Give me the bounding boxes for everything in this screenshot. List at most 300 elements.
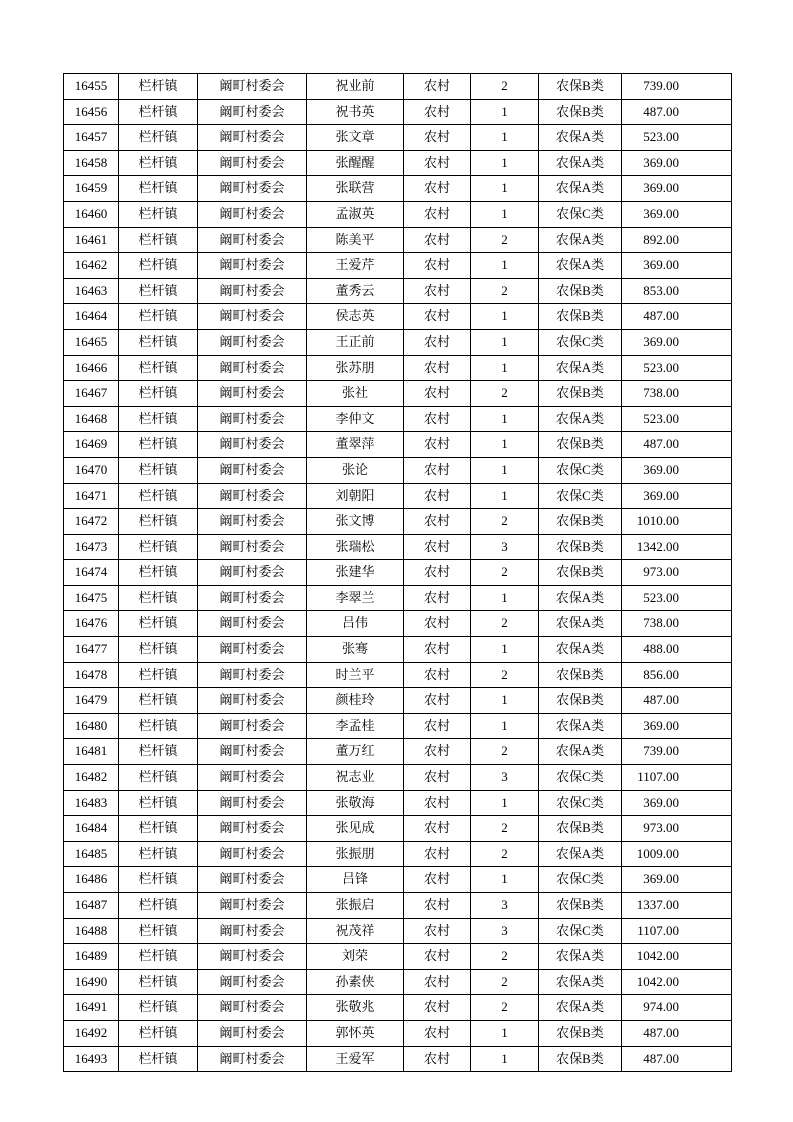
cell-category: 农保A类 <box>539 995 622 1021</box>
cell-village: 阚町村委会 <box>198 227 307 253</box>
cell-id: 16469 <box>64 432 119 458</box>
cell-town: 栏杆镇 <box>119 483 198 509</box>
cell-town: 栏杆镇 <box>119 841 198 867</box>
cell-village: 阚町村委会 <box>198 432 307 458</box>
cell-village: 阚町村委会 <box>198 201 307 227</box>
cell-amount: 1042.00 <box>622 944 732 970</box>
table-row <box>64 739 732 765</box>
cell-village: 阚町村委会 <box>198 176 307 202</box>
cell-count: 3 <box>471 765 539 791</box>
cell-type: 农村 <box>404 1046 471 1072</box>
cell-type: 农村 <box>404 739 471 765</box>
cell-type: 农村 <box>404 253 471 279</box>
cell-count: 2 <box>471 995 539 1021</box>
cell-count: 1 <box>471 150 539 176</box>
cell-count: 1 <box>471 253 539 279</box>
cell-id: 16472 <box>64 509 119 535</box>
cell-id: 16466 <box>64 355 119 381</box>
cell-category: 农保A类 <box>539 841 622 867</box>
cell-town: 栏杆镇 <box>119 765 198 791</box>
cell-id: 16470 <box>64 457 119 483</box>
cell-id: 16465 <box>64 329 119 355</box>
cell-name: 王爱芹 <box>307 253 404 279</box>
cell-count: 3 <box>471 534 539 560</box>
cell-amount: 488.00 <box>622 637 732 663</box>
table-row <box>64 816 732 842</box>
cell-name: 张敬海 <box>307 790 404 816</box>
cell-amount: 523.00 <box>622 125 732 151</box>
cell-amount: 369.00 <box>622 790 732 816</box>
cell-amount: 739.00 <box>622 739 732 765</box>
table-row <box>64 381 732 407</box>
cell-id: 16463 <box>64 278 119 304</box>
cell-name: 张醒醒 <box>307 150 404 176</box>
cell-town: 栏杆镇 <box>119 406 198 432</box>
cell-name: 时兰平 <box>307 662 404 688</box>
cell-count: 1 <box>471 713 539 739</box>
cell-name: 张社 <box>307 381 404 407</box>
cell-town: 栏杆镇 <box>119 278 198 304</box>
cell-type: 农村 <box>404 790 471 816</box>
cell-name: 祝茂祥 <box>307 918 404 944</box>
cell-village: 阚町村委会 <box>198 560 307 586</box>
cell-count: 1 <box>471 304 539 330</box>
cell-type: 农村 <box>404 841 471 867</box>
cell-category: 农保B类 <box>539 560 622 586</box>
cell-name: 张苏朋 <box>307 355 404 381</box>
table-row <box>64 969 732 995</box>
cell-type: 农村 <box>404 969 471 995</box>
cell-category: 农保A类 <box>539 944 622 970</box>
cell-id: 16491 <box>64 995 119 1021</box>
cell-village: 阚町村委会 <box>198 381 307 407</box>
cell-count: 1 <box>471 483 539 509</box>
cell-category: 农保C类 <box>539 201 622 227</box>
cell-village: 阚町村委会 <box>198 739 307 765</box>
cell-category: 农保A类 <box>539 253 622 279</box>
cell-type: 农村 <box>404 355 471 381</box>
cell-count: 1 <box>471 125 539 151</box>
cell-village: 阚町村委会 <box>198 585 307 611</box>
cell-town: 栏杆镇 <box>119 969 198 995</box>
cell-count: 1 <box>471 688 539 714</box>
table-row <box>64 790 732 816</box>
table-row <box>64 125 732 151</box>
cell-name: 董秀云 <box>307 278 404 304</box>
cell-town: 栏杆镇 <box>119 201 198 227</box>
table-row <box>64 611 732 637</box>
table-row <box>64 713 732 739</box>
cell-count: 2 <box>471 509 539 535</box>
cell-type: 农村 <box>404 893 471 919</box>
cell-type: 农村 <box>404 816 471 842</box>
cell-count: 1 <box>471 637 539 663</box>
cell-type: 农村 <box>404 611 471 637</box>
cell-id: 16479 <box>64 688 119 714</box>
cell-amount: 369.00 <box>622 483 732 509</box>
cell-amount: 856.00 <box>622 662 732 688</box>
cell-type: 农村 <box>404 329 471 355</box>
cell-town: 栏杆镇 <box>119 944 198 970</box>
cell-type: 农村 <box>404 688 471 714</box>
table-row <box>64 150 732 176</box>
cell-amount: 487.00 <box>622 1020 732 1046</box>
cell-amount: 1010.00 <box>622 509 732 535</box>
table-row <box>64 995 732 1021</box>
cell-name: 张文博 <box>307 509 404 535</box>
cell-town: 栏杆镇 <box>119 432 198 458</box>
cell-amount: 369.00 <box>622 150 732 176</box>
cell-category: 农保A类 <box>539 125 622 151</box>
cell-type: 农村 <box>404 534 471 560</box>
cell-town: 栏杆镇 <box>119 918 198 944</box>
cell-amount: 523.00 <box>622 355 732 381</box>
cell-category: 农保B类 <box>539 509 622 535</box>
cell-count: 1 <box>471 1046 539 1072</box>
cell-amount: 369.00 <box>622 457 732 483</box>
cell-count: 1 <box>471 355 539 381</box>
cell-village: 阚町村委会 <box>198 509 307 535</box>
cell-amount: 1342.00 <box>622 534 732 560</box>
table-row <box>64 662 732 688</box>
table-row <box>64 944 732 970</box>
cell-name: 董翠萍 <box>307 432 404 458</box>
cell-name: 刘荣 <box>307 944 404 970</box>
cell-type: 农村 <box>404 406 471 432</box>
cell-town: 栏杆镇 <box>119 585 198 611</box>
cell-count: 2 <box>471 74 539 100</box>
cell-count: 1 <box>471 406 539 432</box>
cell-town: 栏杆镇 <box>119 1020 198 1046</box>
cell-village: 阚町村委会 <box>198 790 307 816</box>
cell-amount: 973.00 <box>622 816 732 842</box>
cell-amount: 487.00 <box>622 432 732 458</box>
table-row <box>64 176 732 202</box>
cell-amount: 739.00 <box>622 74 732 100</box>
cell-town: 栏杆镇 <box>119 176 198 202</box>
table-row <box>64 765 732 791</box>
cell-name: 王正前 <box>307 329 404 355</box>
cell-village: 阚町村委会 <box>198 278 307 304</box>
cell-amount: 853.00 <box>622 278 732 304</box>
cell-village: 阚町村委会 <box>198 662 307 688</box>
cell-type: 农村 <box>404 432 471 458</box>
cell-count: 1 <box>471 99 539 125</box>
cell-category: 农保A类 <box>539 355 622 381</box>
cell-id: 16481 <box>64 739 119 765</box>
table-row <box>64 918 732 944</box>
cell-town: 栏杆镇 <box>119 560 198 586</box>
cell-name: 郭怀英 <box>307 1020 404 1046</box>
cell-count: 1 <box>471 585 539 611</box>
cell-amount: 369.00 <box>622 867 732 893</box>
cell-id: 16458 <box>64 150 119 176</box>
cell-name: 王爱军 <box>307 1046 404 1072</box>
cell-id: 16489 <box>64 944 119 970</box>
cell-id: 16467 <box>64 381 119 407</box>
cell-village: 阚町村委会 <box>198 765 307 791</box>
cell-village: 阚町村委会 <box>198 125 307 151</box>
cell-name: 张联营 <box>307 176 404 202</box>
cell-name: 张见成 <box>307 816 404 842</box>
cell-name: 李孟桂 <box>307 713 404 739</box>
cell-amount: 1107.00 <box>622 765 732 791</box>
cell-town: 栏杆镇 <box>119 304 198 330</box>
cell-count: 1 <box>471 790 539 816</box>
cell-village: 阚町村委会 <box>198 944 307 970</box>
table-row <box>64 637 732 663</box>
cell-amount: 738.00 <box>622 611 732 637</box>
table-row <box>64 253 732 279</box>
cell-id: 16476 <box>64 611 119 637</box>
cell-category: 农保B类 <box>539 688 622 714</box>
cell-type: 农村 <box>404 201 471 227</box>
cell-category: 农保B类 <box>539 278 622 304</box>
cell-name: 张敬兆 <box>307 995 404 1021</box>
cell-id: 16461 <box>64 227 119 253</box>
cell-category: 农保A类 <box>539 739 622 765</box>
cell-amount: 1042.00 <box>622 969 732 995</box>
cell-town: 栏杆镇 <box>119 381 198 407</box>
cell-count: 2 <box>471 611 539 637</box>
table-row <box>64 406 732 432</box>
cell-town: 栏杆镇 <box>119 611 198 637</box>
cell-type: 农村 <box>404 457 471 483</box>
cell-category: 农保B类 <box>539 534 622 560</box>
cell-type: 农村 <box>404 74 471 100</box>
cell-category: 农保C类 <box>539 867 622 893</box>
cell-count: 1 <box>471 329 539 355</box>
cell-category: 农保C类 <box>539 483 622 509</box>
cell-town: 栏杆镇 <box>119 534 198 560</box>
cell-amount: 1107.00 <box>622 918 732 944</box>
table-row <box>64 585 732 611</box>
cell-name: 颜桂玲 <box>307 688 404 714</box>
cell-count: 2 <box>471 560 539 586</box>
cell-name: 张建华 <box>307 560 404 586</box>
cell-town: 栏杆镇 <box>119 74 198 100</box>
cell-count: 1 <box>471 1020 539 1046</box>
cell-count: 2 <box>471 278 539 304</box>
cell-village: 阚町村委会 <box>198 1046 307 1072</box>
cell-village: 阚町村委会 <box>198 867 307 893</box>
cell-name: 祝书英 <box>307 99 404 125</box>
cell-amount: 487.00 <box>622 99 732 125</box>
cell-count: 2 <box>471 841 539 867</box>
cell-id: 16471 <box>64 483 119 509</box>
cell-count: 2 <box>471 227 539 253</box>
cell-category: 农保C类 <box>539 790 622 816</box>
cell-village: 阚町村委会 <box>198 611 307 637</box>
cell-town: 栏杆镇 <box>119 713 198 739</box>
records-table <box>63 73 732 1072</box>
cell-category: 农保A类 <box>539 176 622 202</box>
cell-village: 阚町村委会 <box>198 406 307 432</box>
cell-category: 农保B类 <box>539 432 622 458</box>
cell-category: 农保A类 <box>539 969 622 995</box>
cell-category: 农保A类 <box>539 150 622 176</box>
cell-category: 农保B类 <box>539 893 622 919</box>
cell-id: 16488 <box>64 918 119 944</box>
records-table-body <box>64 74 732 1072</box>
cell-type: 农村 <box>404 867 471 893</box>
cell-id: 16485 <box>64 841 119 867</box>
cell-category: 农保A类 <box>539 637 622 663</box>
cell-town: 栏杆镇 <box>119 150 198 176</box>
cell-amount: 523.00 <box>622 406 732 432</box>
cell-town: 栏杆镇 <box>119 662 198 688</box>
cell-name: 张振朋 <box>307 841 404 867</box>
table-row <box>64 201 732 227</box>
cell-town: 栏杆镇 <box>119 995 198 1021</box>
cell-category: 农保B类 <box>539 662 622 688</box>
cell-category: 农保B类 <box>539 304 622 330</box>
cell-amount: 738.00 <box>622 381 732 407</box>
cell-count: 2 <box>471 816 539 842</box>
cell-type: 农村 <box>404 125 471 151</box>
cell-type: 农村 <box>404 765 471 791</box>
cell-name: 孙素侠 <box>307 969 404 995</box>
cell-type: 农村 <box>404 713 471 739</box>
table-row <box>64 99 732 125</box>
cell-count: 1 <box>471 201 539 227</box>
cell-category: 农保A类 <box>539 227 622 253</box>
cell-count: 1 <box>471 176 539 202</box>
table-row <box>64 1020 732 1046</box>
cell-town: 栏杆镇 <box>119 509 198 535</box>
table-row <box>64 329 732 355</box>
cell-amount: 974.00 <box>622 995 732 1021</box>
cell-type: 农村 <box>404 150 471 176</box>
cell-name: 张骞 <box>307 637 404 663</box>
cell-id: 16492 <box>64 1020 119 1046</box>
cell-name: 李翠兰 <box>307 585 404 611</box>
cell-town: 栏杆镇 <box>119 227 198 253</box>
cell-town: 栏杆镇 <box>119 867 198 893</box>
cell-type: 农村 <box>404 1020 471 1046</box>
cell-amount: 973.00 <box>622 560 732 586</box>
table-row <box>64 534 732 560</box>
table-row <box>64 227 732 253</box>
cell-id: 16475 <box>64 585 119 611</box>
cell-village: 阚町村委会 <box>198 688 307 714</box>
cell-type: 农村 <box>404 278 471 304</box>
cell-count: 1 <box>471 457 539 483</box>
cell-count: 2 <box>471 739 539 765</box>
cell-village: 阚町村委会 <box>198 841 307 867</box>
cell-id: 16486 <box>64 867 119 893</box>
cell-category: 农保B类 <box>539 74 622 100</box>
cell-town: 栏杆镇 <box>119 688 198 714</box>
cell-amount: 369.00 <box>622 201 732 227</box>
cell-id: 16462 <box>64 253 119 279</box>
cell-village: 阚町村委会 <box>198 355 307 381</box>
cell-name: 张瑞松 <box>307 534 404 560</box>
table-row <box>64 483 732 509</box>
table-row <box>64 841 732 867</box>
cell-village: 阚町村委会 <box>198 304 307 330</box>
table-row <box>64 304 732 330</box>
cell-amount: 487.00 <box>622 1046 732 1072</box>
cell-id: 16474 <box>64 560 119 586</box>
table-row <box>64 688 732 714</box>
cell-count: 2 <box>471 662 539 688</box>
cell-category: 农保B类 <box>539 1020 622 1046</box>
cell-id: 16478 <box>64 662 119 688</box>
cell-village: 阚町村委会 <box>198 1020 307 1046</box>
cell-name: 孟淑英 <box>307 201 404 227</box>
cell-id: 16482 <box>64 765 119 791</box>
cell-village: 阚町村委会 <box>198 99 307 125</box>
table-row <box>64 457 732 483</box>
table-row <box>64 509 732 535</box>
cell-town: 栏杆镇 <box>119 457 198 483</box>
cell-amount: 487.00 <box>622 688 732 714</box>
cell-name: 陈美平 <box>307 227 404 253</box>
cell-village: 阚町村委会 <box>198 713 307 739</box>
cell-type: 农村 <box>404 381 471 407</box>
cell-amount: 369.00 <box>622 713 732 739</box>
cell-town: 栏杆镇 <box>119 637 198 663</box>
cell-amount: 487.00 <box>622 304 732 330</box>
cell-type: 农村 <box>404 227 471 253</box>
cell-category: 农保A类 <box>539 585 622 611</box>
cell-village: 阚町村委会 <box>198 995 307 1021</box>
cell-count: 3 <box>471 893 539 919</box>
cell-id: 16468 <box>64 406 119 432</box>
cell-type: 农村 <box>404 918 471 944</box>
cell-village: 阚町村委会 <box>198 457 307 483</box>
table-row <box>64 278 732 304</box>
cell-name: 侯志英 <box>307 304 404 330</box>
cell-type: 农村 <box>404 483 471 509</box>
cell-town: 栏杆镇 <box>119 99 198 125</box>
cell-name: 李仲文 <box>307 406 404 432</box>
cell-amount: 369.00 <box>622 329 732 355</box>
cell-amount: 1009.00 <box>622 841 732 867</box>
cell-village: 阚町村委会 <box>198 969 307 995</box>
cell-category: 农保C类 <box>539 918 622 944</box>
cell-village: 阚町村委会 <box>198 918 307 944</box>
table-row <box>64 355 732 381</box>
cell-type: 农村 <box>404 99 471 125</box>
cell-id: 16493 <box>64 1046 119 1072</box>
cell-village: 阚町村委会 <box>198 893 307 919</box>
cell-type: 农村 <box>404 176 471 202</box>
cell-name: 祝志业 <box>307 765 404 791</box>
cell-town: 栏杆镇 <box>119 1046 198 1072</box>
cell-town: 栏杆镇 <box>119 329 198 355</box>
cell-id: 16483 <box>64 790 119 816</box>
cell-town: 栏杆镇 <box>119 253 198 279</box>
cell-name: 吕锋 <box>307 867 404 893</box>
cell-id: 16490 <box>64 969 119 995</box>
cell-id: 16459 <box>64 176 119 202</box>
cell-town: 栏杆镇 <box>119 816 198 842</box>
cell-type: 农村 <box>404 637 471 663</box>
table-row <box>64 1046 732 1072</box>
cell-village: 阚町村委会 <box>198 253 307 279</box>
table-row <box>64 432 732 458</box>
cell-name: 祝业前 <box>307 74 404 100</box>
cell-category: 农保C类 <box>539 329 622 355</box>
table-row <box>64 893 732 919</box>
cell-category: 农保A类 <box>539 713 622 739</box>
cell-count: 1 <box>471 432 539 458</box>
cell-id: 16473 <box>64 534 119 560</box>
cell-village: 阚町村委会 <box>198 637 307 663</box>
cell-name: 董万红 <box>307 739 404 765</box>
